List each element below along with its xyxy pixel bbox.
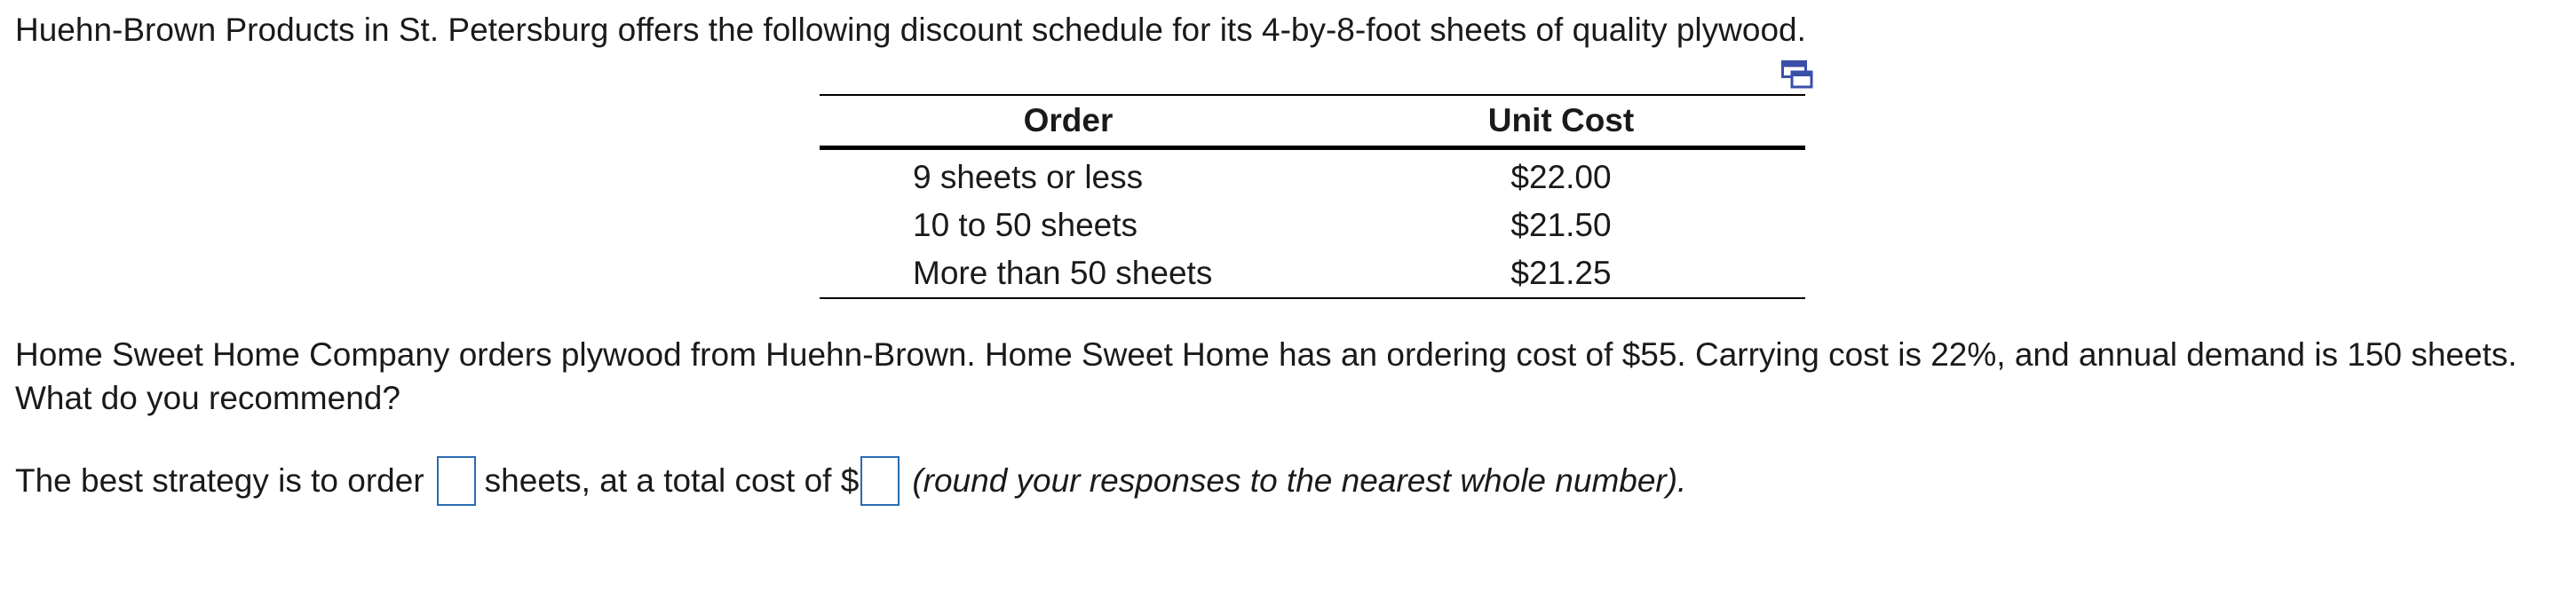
column-header-unit-cost: Unit Cost xyxy=(1317,95,1805,148)
unit-cost-cell: $22.00 xyxy=(1510,159,1612,195)
table-row xyxy=(820,201,1805,249)
table-row xyxy=(820,148,1805,202)
table-header-row xyxy=(820,95,1805,148)
unit-cost-cell: $21.50 xyxy=(1510,207,1612,243)
discount-schedule-table-wrapper xyxy=(820,94,1805,299)
answer-sentence xyxy=(15,455,1686,507)
order-cell: 9 sheets or less xyxy=(913,159,1144,195)
order-cell: More than 50 sheets xyxy=(913,255,1213,291)
rounding-note: (round your responses to the nearest whole number). xyxy=(912,462,1687,499)
column-header-order: Order xyxy=(820,95,1317,148)
unit-cost-cell: $21.25 xyxy=(1510,255,1612,291)
copy-table-icon[interactable] xyxy=(1781,60,1813,89)
sheets-answer-input[interactable] xyxy=(437,456,476,506)
intro-text: Huehn-Brown Products in St. Petersburg offers the following discount schedule for its 4-by-8-foot sheets of quality plywood. xyxy=(15,12,1806,48)
answer-middle: sheets, at a total cost of $ xyxy=(484,462,860,499)
total-cost-answer-input[interactable] xyxy=(860,456,900,506)
discount-schedule-table xyxy=(820,94,1805,299)
answer-prefix: The best strategy is to order xyxy=(15,462,424,499)
table-row xyxy=(820,249,1805,298)
order-cell: 10 to 50 sheets xyxy=(913,207,1138,243)
question-text: Home Sweet Home Company orders plywood from Huehn-Brown. Home Sweet Home has an ordering cost of $55. Carrying cost is 22%, and annual demand is 150 sheets. What do you recommend? xyxy=(15,336,2517,416)
